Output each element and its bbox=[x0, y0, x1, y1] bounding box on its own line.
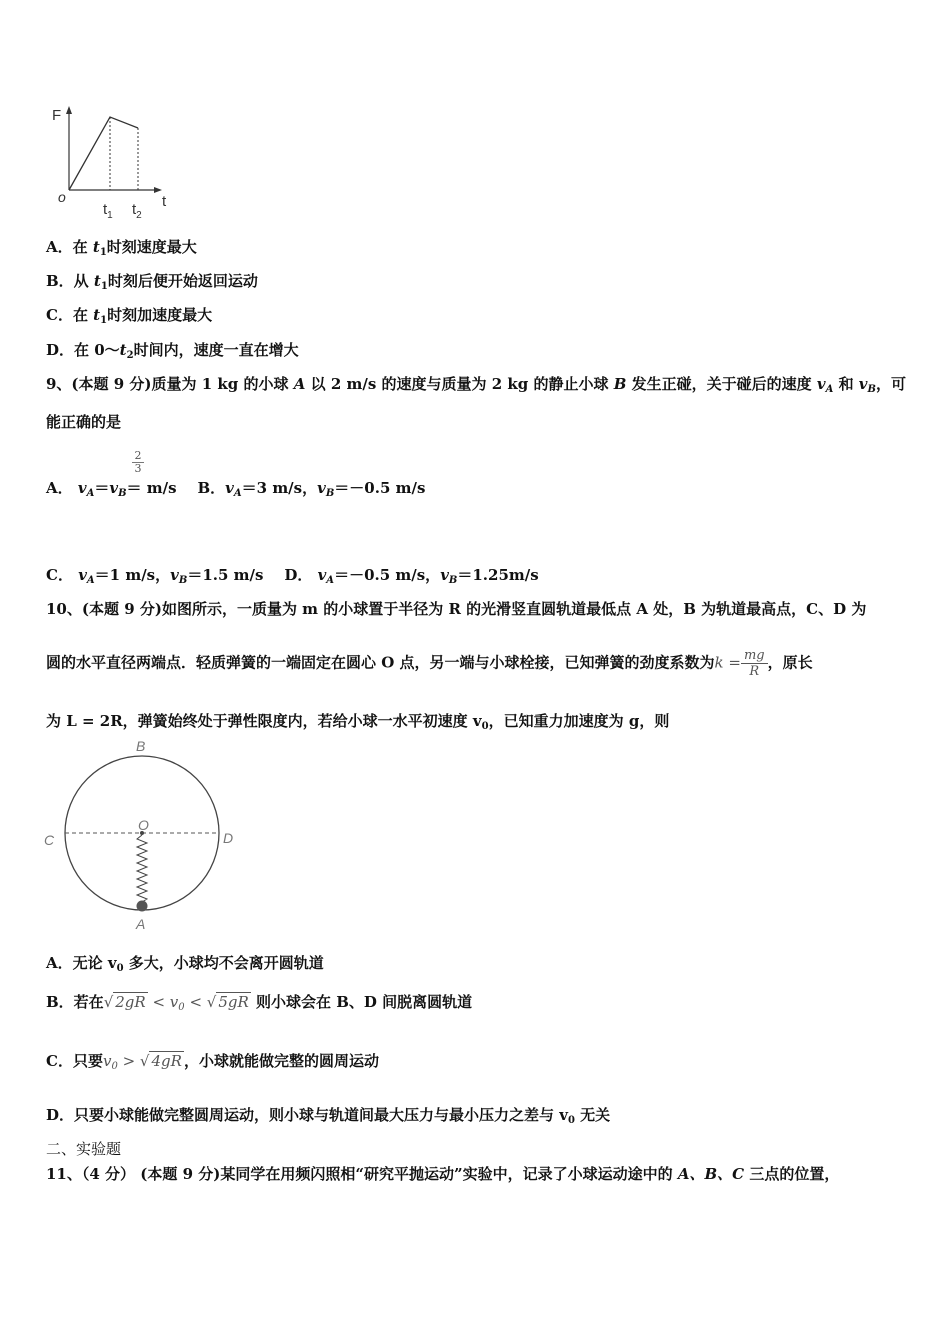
q10-option-a: A．无论 $v_0$ 多大，小球均不会离开圆轨道 bbox=[46, 954, 324, 974]
x-axis-label: t bbox=[162, 193, 167, 210]
force-time-graph bbox=[50, 100, 190, 225]
label-O: O bbox=[138, 817, 149, 833]
q9-stem-line2: 能正确的是 bbox=[46, 413, 122, 431]
q8-option-a: A．在 $t_1$时刻速度最大 bbox=[46, 238, 197, 258]
sqrt-5gR: √ 5gR bbox=[206, 993, 249, 1011]
force-curve bbox=[69, 117, 138, 190]
q8-option-d: D．在 $0\sim t_2$时间内，速度一直在增大 bbox=[46, 341, 299, 361]
q8-option-c: C．在 $t_1$时刻加速度最大 bbox=[46, 306, 213, 326]
q10-stem-line1: 10、(本题 9 分)如图所示，一质量为 m 的小球置于半径为 R 的光滑竖直圆轨道最低点 A 处，B 为轨道最高点，C、D 为 bbox=[46, 600, 867, 618]
fraction-numerator: 2 bbox=[132, 450, 144, 463]
q10-option-b: B．若在√ $2gR < v_0$ < √ 5gR 则小球会在 B、D 间脱离圆轨道 bbox=[46, 993, 473, 1013]
q10-option-d: D．只要小球能做完整圆周运动，则小球与轨道间最大压力与最小压力之差与 $v_0$ 无关 bbox=[46, 1106, 611, 1126]
k-fraction: $\frac{mg}{R}$ bbox=[741, 648, 768, 679]
label-B: B bbox=[136, 738, 146, 754]
sqrt-2gR: √ 2gR bbox=[103, 993, 146, 1011]
origin-label: o bbox=[58, 189, 66, 205]
label-D: D bbox=[223, 830, 234, 846]
label-C: C bbox=[44, 832, 55, 848]
q9-options-cd: C． $v_A=1$ m/s，$v_B=1.5$ m/s D． $v_A=-0.5$ m/s，$v_B=1.25m/s$ bbox=[46, 566, 539, 586]
label-A: A bbox=[136, 916, 146, 932]
spring bbox=[137, 835, 147, 902]
fraction-denominator: 3 bbox=[134, 462, 142, 475]
sqrt-4gR: √ 4gR bbox=[139, 1052, 182, 1070]
section-heading-experiment: 二、实验题 bbox=[46, 1140, 122, 1158]
q10-option-c: C．只要$v_0$ > √ 4gR ，小球就能做完整的圆周运动 bbox=[46, 1052, 379, 1072]
q9-stem-line1: 9、(本题 9 分)质量为 1 kg 的小球 A 以 2 m/s 的速度与质量为 2 kg 的静止小球 B 发生正碰，关于碰后的速度 $v_A$ 和 $v_B$，可 bbox=[46, 375, 906, 395]
q9-fraction-two-thirds bbox=[132, 450, 144, 475]
t2-label: $t_2$ bbox=[132, 201, 142, 221]
ball bbox=[137, 901, 148, 912]
t1-label: $t_1$ bbox=[103, 201, 113, 221]
x-axis-arrow bbox=[154, 187, 162, 193]
q11-stem: 11、（4 分） (本题 9 分)某同学在用频闪照相“研究平抛运动”实验中，记录了小球运动途中的 A、B、C 三点的位置， bbox=[46, 1165, 840, 1183]
q9-options-ab: A． $v_A=v_B= m/s$ B．$v_A=3$ m/s，$v_B=-0.5$ m/s bbox=[46, 479, 426, 499]
y-axis-arrow bbox=[66, 106, 72, 114]
q10-stem-line2: 圆的水平直径两端点．轻质弹簧的一端固定在圆心 O 点，另一端与小球栓接，已知弹簧的劲度系数为k = $\frac{mg}{R}$ ，原长 bbox=[46, 648, 813, 679]
k-symbol: k = bbox=[714, 653, 741, 672]
q8-option-b: B．从 $t_1$时刻后便开始返回运动 bbox=[46, 272, 258, 292]
circular-track-figure bbox=[40, 735, 250, 935]
q10-stem-line3: 为 L = 2R，弹簧始终处于弹性限度内，若给小球一水平初速度 $v_0$，已知重力加速度为 g，则 bbox=[46, 712, 670, 732]
y-axis-label: F bbox=[52, 107, 62, 124]
